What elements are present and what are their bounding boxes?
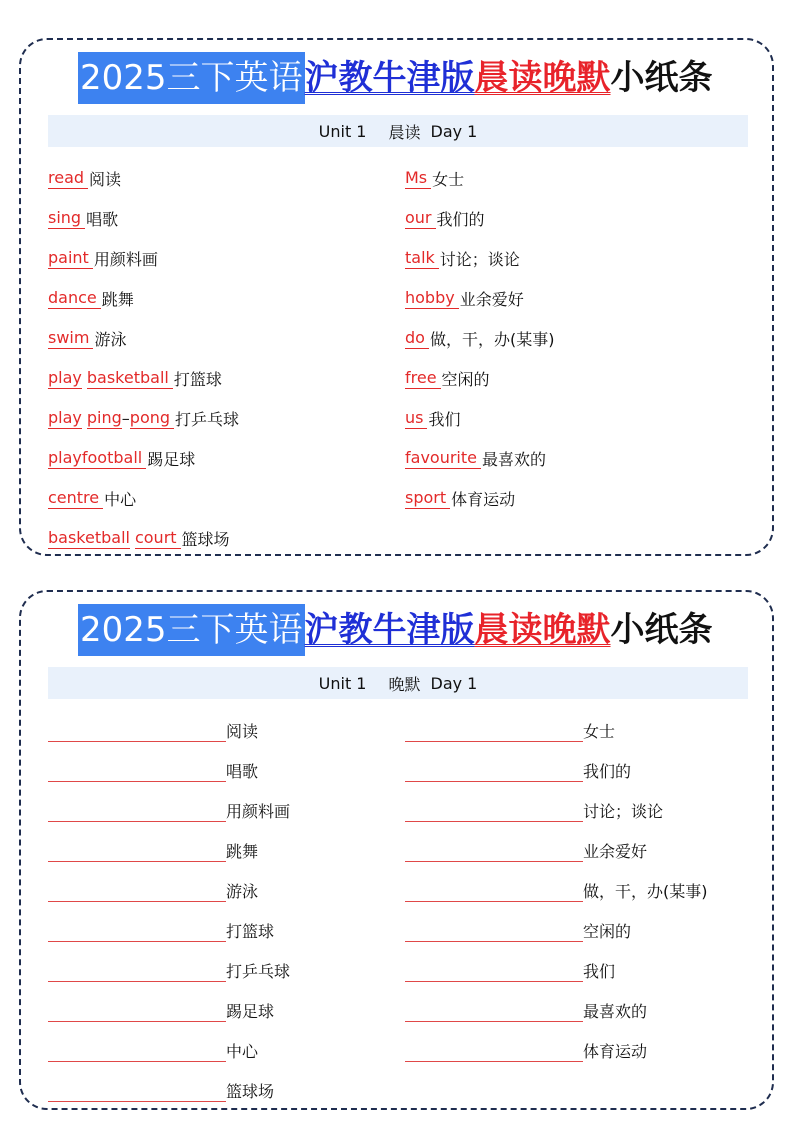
list-item: [405, 438, 554, 478]
chinese-meaning: 跳舞: [101, 289, 134, 309]
english-word: play: [48, 367, 82, 387]
list-item: [48, 158, 239, 198]
chinese-meaning: 踢足球: [147, 449, 196, 469]
vocab-list-right: [405, 158, 554, 518]
list-item: [405, 278, 554, 318]
chinese-meaning: 女士: [432, 169, 465, 189]
english-word: court: [135, 528, 181, 549]
list-item: [48, 358, 239, 398]
chinese-meaning: 业余爱好: [459, 289, 524, 309]
english-word: favourite: [405, 448, 481, 469]
answer-blank[interactable]: [48, 1061, 226, 1062]
chinese-meaning: 中心: [104, 489, 137, 509]
title-part2: 沪教牛津版: [304, 610, 475, 650]
answer-blank[interactable]: [48, 821, 226, 822]
answer-blank[interactable]: [405, 981, 583, 982]
subhead-unit: Unit 1: [318, 673, 367, 693]
title-part3: 晨读晚默: [474, 610, 611, 650]
page-title: [78, 52, 713, 104]
subhead-mode: 晚默: [388, 674, 421, 694]
answer-blank[interactable]: [405, 861, 583, 862]
chinese-meaning: 用颜料画: [226, 802, 291, 821]
list-item: [48, 1070, 290, 1110]
chinese-meaning: 空闲的: [441, 369, 490, 389]
subhead-mode: 晨读: [388, 122, 421, 142]
title-year-highlight: [78, 604, 305, 656]
title-part1: 三下英语: [166, 610, 303, 650]
english-word: free: [405, 368, 441, 389]
answer-blank[interactable]: [405, 781, 583, 782]
list-item: [405, 158, 554, 198]
english-word: read: [48, 168, 88, 189]
chinese-meaning: 体育运动: [451, 489, 516, 509]
chinese-meaning: 打乒乓球: [226, 962, 291, 981]
list-item: [405, 830, 708, 870]
list-item: [48, 438, 239, 478]
chinese-meaning: 游泳: [94, 329, 127, 349]
chinese-meaning: 阅读: [226, 722, 259, 741]
english-word: paint: [48, 248, 93, 269]
list-item: [48, 950, 290, 990]
english-word: sing: [48, 208, 85, 229]
chinese-meaning: 体育运动: [583, 1042, 648, 1061]
english-word: hobby: [405, 288, 459, 309]
list-item: [405, 710, 708, 750]
chinese-meaning: 打篮球: [226, 922, 275, 941]
chinese-meaning: 我们的: [436, 209, 485, 229]
chinese-meaning: 跳舞: [226, 842, 259, 861]
list-item: [405, 318, 554, 358]
chinese-meaning: 做，干，办(某事): [583, 882, 708, 901]
chinese-meaning: 踢足球: [226, 1002, 275, 1021]
english-word: playfootball: [48, 448, 146, 469]
list-item: [48, 710, 290, 750]
chinese-meaning: 业余爱好: [583, 842, 648, 861]
list-item: [48, 870, 290, 910]
english-word: talk: [405, 248, 439, 269]
chinese-meaning: 讨论；谈论: [583, 802, 664, 821]
answer-blank[interactable]: [405, 901, 583, 902]
english-word: swim: [48, 328, 93, 349]
list-item: [48, 790, 290, 830]
list-item: [48, 518, 239, 558]
subhead-day: Day 1: [430, 673, 478, 693]
chinese-meaning: 阅读: [89, 169, 122, 189]
list-item: [405, 790, 708, 830]
english-word: basketball: [87, 368, 173, 389]
answer-blank[interactable]: [48, 981, 226, 982]
english-word: Ms: [405, 168, 431, 189]
title-year: 2025: [80, 58, 167, 98]
title-part4: 小纸条: [610, 610, 713, 650]
list-item: [48, 910, 290, 950]
answer-blank[interactable]: [48, 1101, 226, 1102]
answer-blank[interactable]: [48, 741, 226, 742]
title-year-highlight: [78, 52, 305, 104]
chinese-meaning: 我们: [583, 962, 616, 981]
english-word: do: [405, 328, 429, 349]
hyphen: –: [121, 408, 130, 428]
section-subhead: [48, 115, 748, 147]
list-item: [48, 398, 239, 438]
chinese-meaning: 我们: [428, 409, 461, 429]
english-word: play: [48, 407, 82, 427]
answer-blank[interactable]: [48, 941, 226, 942]
answer-blank[interactable]: [405, 1021, 583, 1022]
english-word: our: [405, 208, 436, 229]
list-item: [405, 198, 554, 238]
list-item: [48, 1030, 290, 1070]
list-item: [405, 990, 708, 1030]
answer-blank[interactable]: [405, 941, 583, 942]
subhead-unit: Unit 1: [318, 121, 367, 141]
title-part3: 晨读晚默: [474, 58, 611, 98]
english-word: sport: [405, 488, 450, 509]
chinese-meaning: 最喜欢的: [583, 1002, 648, 1021]
list-item: [405, 238, 554, 278]
section-subhead: [48, 667, 748, 699]
list-item: [405, 478, 554, 518]
chinese-meaning: 我们的: [583, 762, 632, 781]
answer-blank[interactable]: [48, 901, 226, 902]
list-item: [405, 750, 708, 790]
evening-dictation-card: [19, 590, 774, 1110]
list-item: [405, 910, 708, 950]
chinese-meaning: 用颜料画: [93, 249, 158, 269]
title-part4: 小纸条: [610, 58, 713, 98]
list-item: [48, 238, 239, 278]
chinese-meaning: 最喜欢的: [481, 449, 546, 469]
list-item: [48, 830, 290, 870]
answer-blank[interactable]: [48, 1021, 226, 1022]
chinese-meaning: 女士: [583, 722, 616, 741]
chinese-meaning: 中心: [226, 1042, 259, 1061]
dictation-list-right: [405, 710, 708, 1070]
answer-blank[interactable]: [405, 821, 583, 822]
list-item: [405, 870, 708, 910]
chinese-meaning: 做，干，办(某事): [429, 329, 555, 349]
answer-blank[interactable]: [405, 1061, 583, 1062]
list-item: [405, 358, 554, 398]
chinese-meaning: 游泳: [226, 882, 259, 901]
vocab-list-left: [48, 158, 239, 558]
list-item: [405, 398, 554, 438]
dictation-list-left: [48, 710, 290, 1110]
page-title: [78, 604, 713, 656]
list-item: [48, 990, 290, 1030]
chinese-meaning: 篮球场: [226, 1082, 275, 1101]
chinese-meaning: 篮球场: [181, 529, 230, 549]
english-word: pong: [130, 408, 174, 429]
answer-blank[interactable]: [48, 781, 226, 782]
english-word: ping: [86, 407, 122, 427]
subhead-day: Day 1: [430, 121, 478, 141]
title-part1: 三下英语: [166, 58, 303, 98]
list-item: [405, 1030, 708, 1070]
chinese-meaning: 唱歌: [86, 209, 119, 229]
english-word: dance: [48, 288, 101, 309]
list-item: [48, 478, 239, 518]
title-year: 2025: [80, 610, 167, 650]
chinese-meaning: 讨论；谈论: [439, 249, 520, 269]
list-item: [48, 750, 290, 790]
list-item: [48, 318, 239, 358]
chinese-meaning: 空闲的: [583, 922, 632, 941]
list-item: [48, 198, 239, 238]
title-part2: 沪教牛津版: [304, 58, 475, 98]
list-item: [405, 950, 708, 990]
answer-blank[interactable]: [48, 861, 226, 862]
chinese-meaning: 打乒乓球: [175, 409, 240, 429]
english-word: basketball: [48, 527, 130, 547]
chinese-meaning: 唱歌: [226, 762, 259, 781]
chinese-meaning: 打篮球: [173, 369, 222, 389]
answer-blank[interactable]: [405, 741, 583, 742]
morning-reading-card: [19, 38, 774, 556]
english-word: us: [405, 408, 427, 429]
list-item: [48, 278, 239, 318]
english-word: centre: [48, 488, 103, 509]
